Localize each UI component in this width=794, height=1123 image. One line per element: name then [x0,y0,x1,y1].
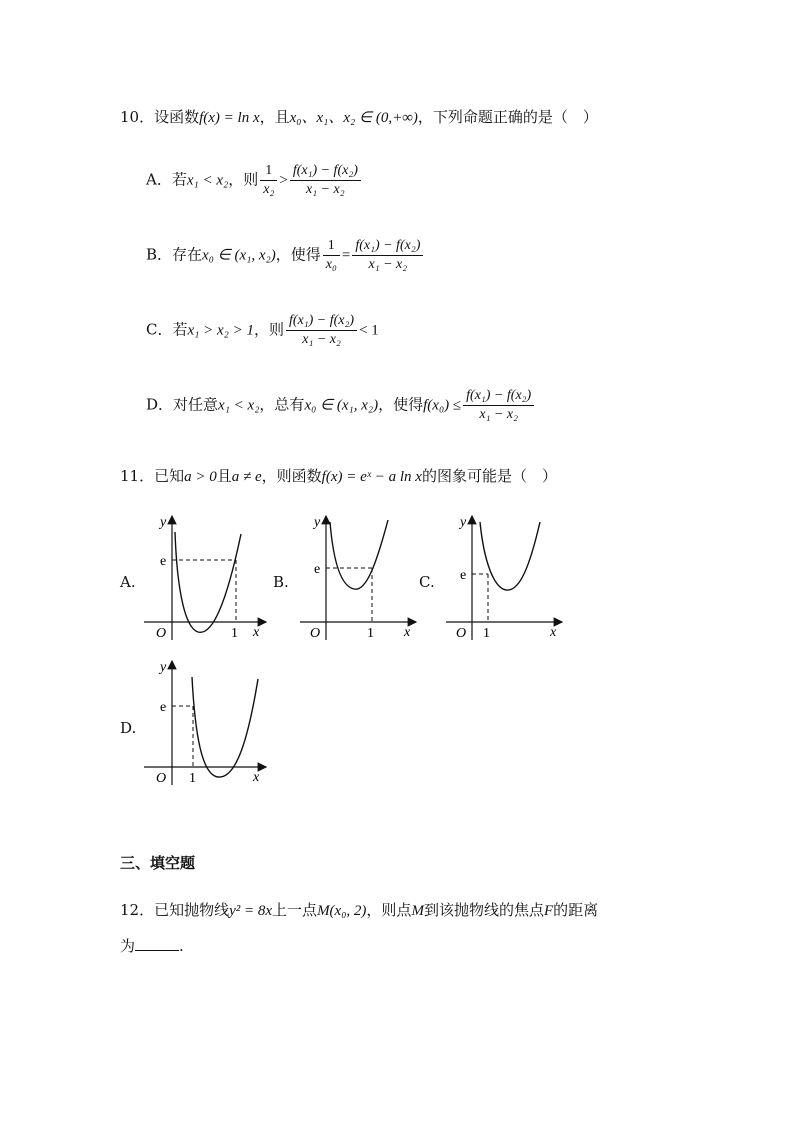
q12-line2 [120,935,184,956]
option-pre: 若 [171,170,187,189]
option-letter: C． [146,320,173,339]
curve [330,520,388,589]
y-label: y [160,515,167,530]
q10-option-b [146,237,425,274]
fraction-num: f(x₁) − f(x₂) [466,388,532,403]
graph-d-letter: D. [120,719,137,737]
option-mid: ，则 [254,320,285,339]
q10-stem [120,106,598,127]
q11-number: 11． [120,467,155,485]
q12-end: . [179,937,184,955]
option-tail: < 1 [359,322,379,339]
fraction [352,237,423,274]
tick-e-label: e [314,562,321,577]
tick-e-label: e [460,568,467,583]
tick-1-label: 1 [367,626,374,641]
section-heading: 三、填空题 [120,854,196,872]
q10-option-c [146,312,379,349]
fraction [286,312,357,349]
q12-m: M [411,903,424,919]
graph-b [296,510,421,645]
q12-suffix: 的距离 [553,901,599,919]
q11-cond2: a ≠ e [231,469,262,485]
q12-line2-text: 为 [120,937,136,955]
graph-a-letter: A. [120,573,136,591]
x-label: x [550,625,557,640]
q10-number: 10． [120,108,155,126]
q10-stem-mid: ，且 [259,108,290,126]
q11-func: f(x) = eˣ − a ln x [321,469,422,485]
q11-cond: a > 0 [184,469,217,485]
q11-stem [120,465,557,486]
x-label: x [253,625,260,640]
relation: = [341,247,351,264]
relation: > [279,172,288,189]
option-lhs: f(x₀) ≤ [423,397,462,414]
q11-mid: ，则函数 [261,467,322,485]
graph-b-letter: B. [273,573,289,591]
q12-f: F [543,903,554,919]
tick-1-label: 1 [231,626,238,641]
fraction-num: f(x₁) − f(x₂) [292,163,358,178]
option-cond: x₀ ∈ (x₁, x₂) [202,247,276,264]
fraction [463,387,534,424]
curve [192,677,258,777]
graph-d [140,655,270,790]
fraction-den: x₁ − x₂ [352,255,423,274]
q10-vars: x₀、x₁、x₂ ∈ (0,+∞) [289,110,418,126]
option-mid: ，使得 [275,245,321,264]
tick-1-label: 1 [483,626,490,641]
q12-parabola: y² = 8x [229,903,273,919]
option-mid2: ，使得 [378,395,424,414]
q10-option-a [146,162,363,199]
answer-blank[interactable] [135,936,179,951]
fraction [290,162,361,199]
q12-pre: 已知抛物线 [154,901,230,919]
y-label: y [314,515,321,530]
origin-label: O [310,626,321,641]
fraction-den: x₁ − x₂ [286,330,357,349]
q12-mid3: 到该抛物线的焦点 [423,901,544,919]
q10-option-d [146,387,536,424]
fraction-den: x₀ [323,255,340,274]
fraction-den: x₂ [260,180,277,199]
curve [480,522,540,590]
option-letter: A． [146,170,172,189]
q10-func: f(x) = ln x [199,110,260,126]
y-label: y [460,515,467,530]
q11-pre: 已知 [154,467,185,485]
fraction-den: x₁ − x₂ [463,405,534,424]
q11-and: 且 [216,467,232,485]
tick-e-label: e [160,554,167,569]
q10-stem-suffix: ，下列命题正确的是（ ） [417,108,598,126]
graph-c-letter: C. [419,573,435,591]
q12-stem [120,899,598,920]
curve [175,532,241,632]
origin-label: O [156,771,167,786]
q10-stem-prefix: 设函数 [154,108,200,126]
tick-1-label: 1 [189,771,196,786]
fraction [323,237,340,274]
option-letter: B． [146,245,173,264]
q12-number: 12． [120,901,155,919]
option-cond2: x₀ ∈ (x₁, x₂) [304,397,379,414]
tick-e-label: e [160,700,167,715]
q12-mid: 上一点 [272,901,318,919]
graph-a [140,510,270,645]
x-label: x [404,625,411,640]
y-label: y [160,660,167,675]
option-cond: x₁ < x₂ [218,397,260,414]
fraction [260,162,277,199]
fraction-num: f(x₁) − f(x₂) [289,313,355,328]
option-letter: D． [146,395,174,414]
fraction-den: x₁ − x₂ [290,180,361,199]
fraction-num: 1 [265,163,273,178]
option-mid: ，总有 [259,395,305,414]
origin-label: O [156,626,167,641]
x-label: x [253,770,260,785]
q12-mid2: ，则点 [366,901,412,919]
q12-point: M(x₀, 2) [317,903,367,919]
option-cond: x₁ < x₂ [186,172,229,189]
fraction-num: 1 [327,238,335,253]
option-mid: ，则 [228,170,259,189]
option-pre: 若 [172,320,188,339]
graph-c [442,510,567,645]
option-pre: 存在 [172,245,203,264]
fraction-num: f(x₁) − f(x₂) [355,238,421,253]
option-pre: 对任意 [173,395,219,414]
q11-suffix: 的图象可能是（ ） [421,467,557,485]
option-cond: x₁ > x₂ > 1 [187,322,254,339]
origin-label: O [456,626,467,641]
